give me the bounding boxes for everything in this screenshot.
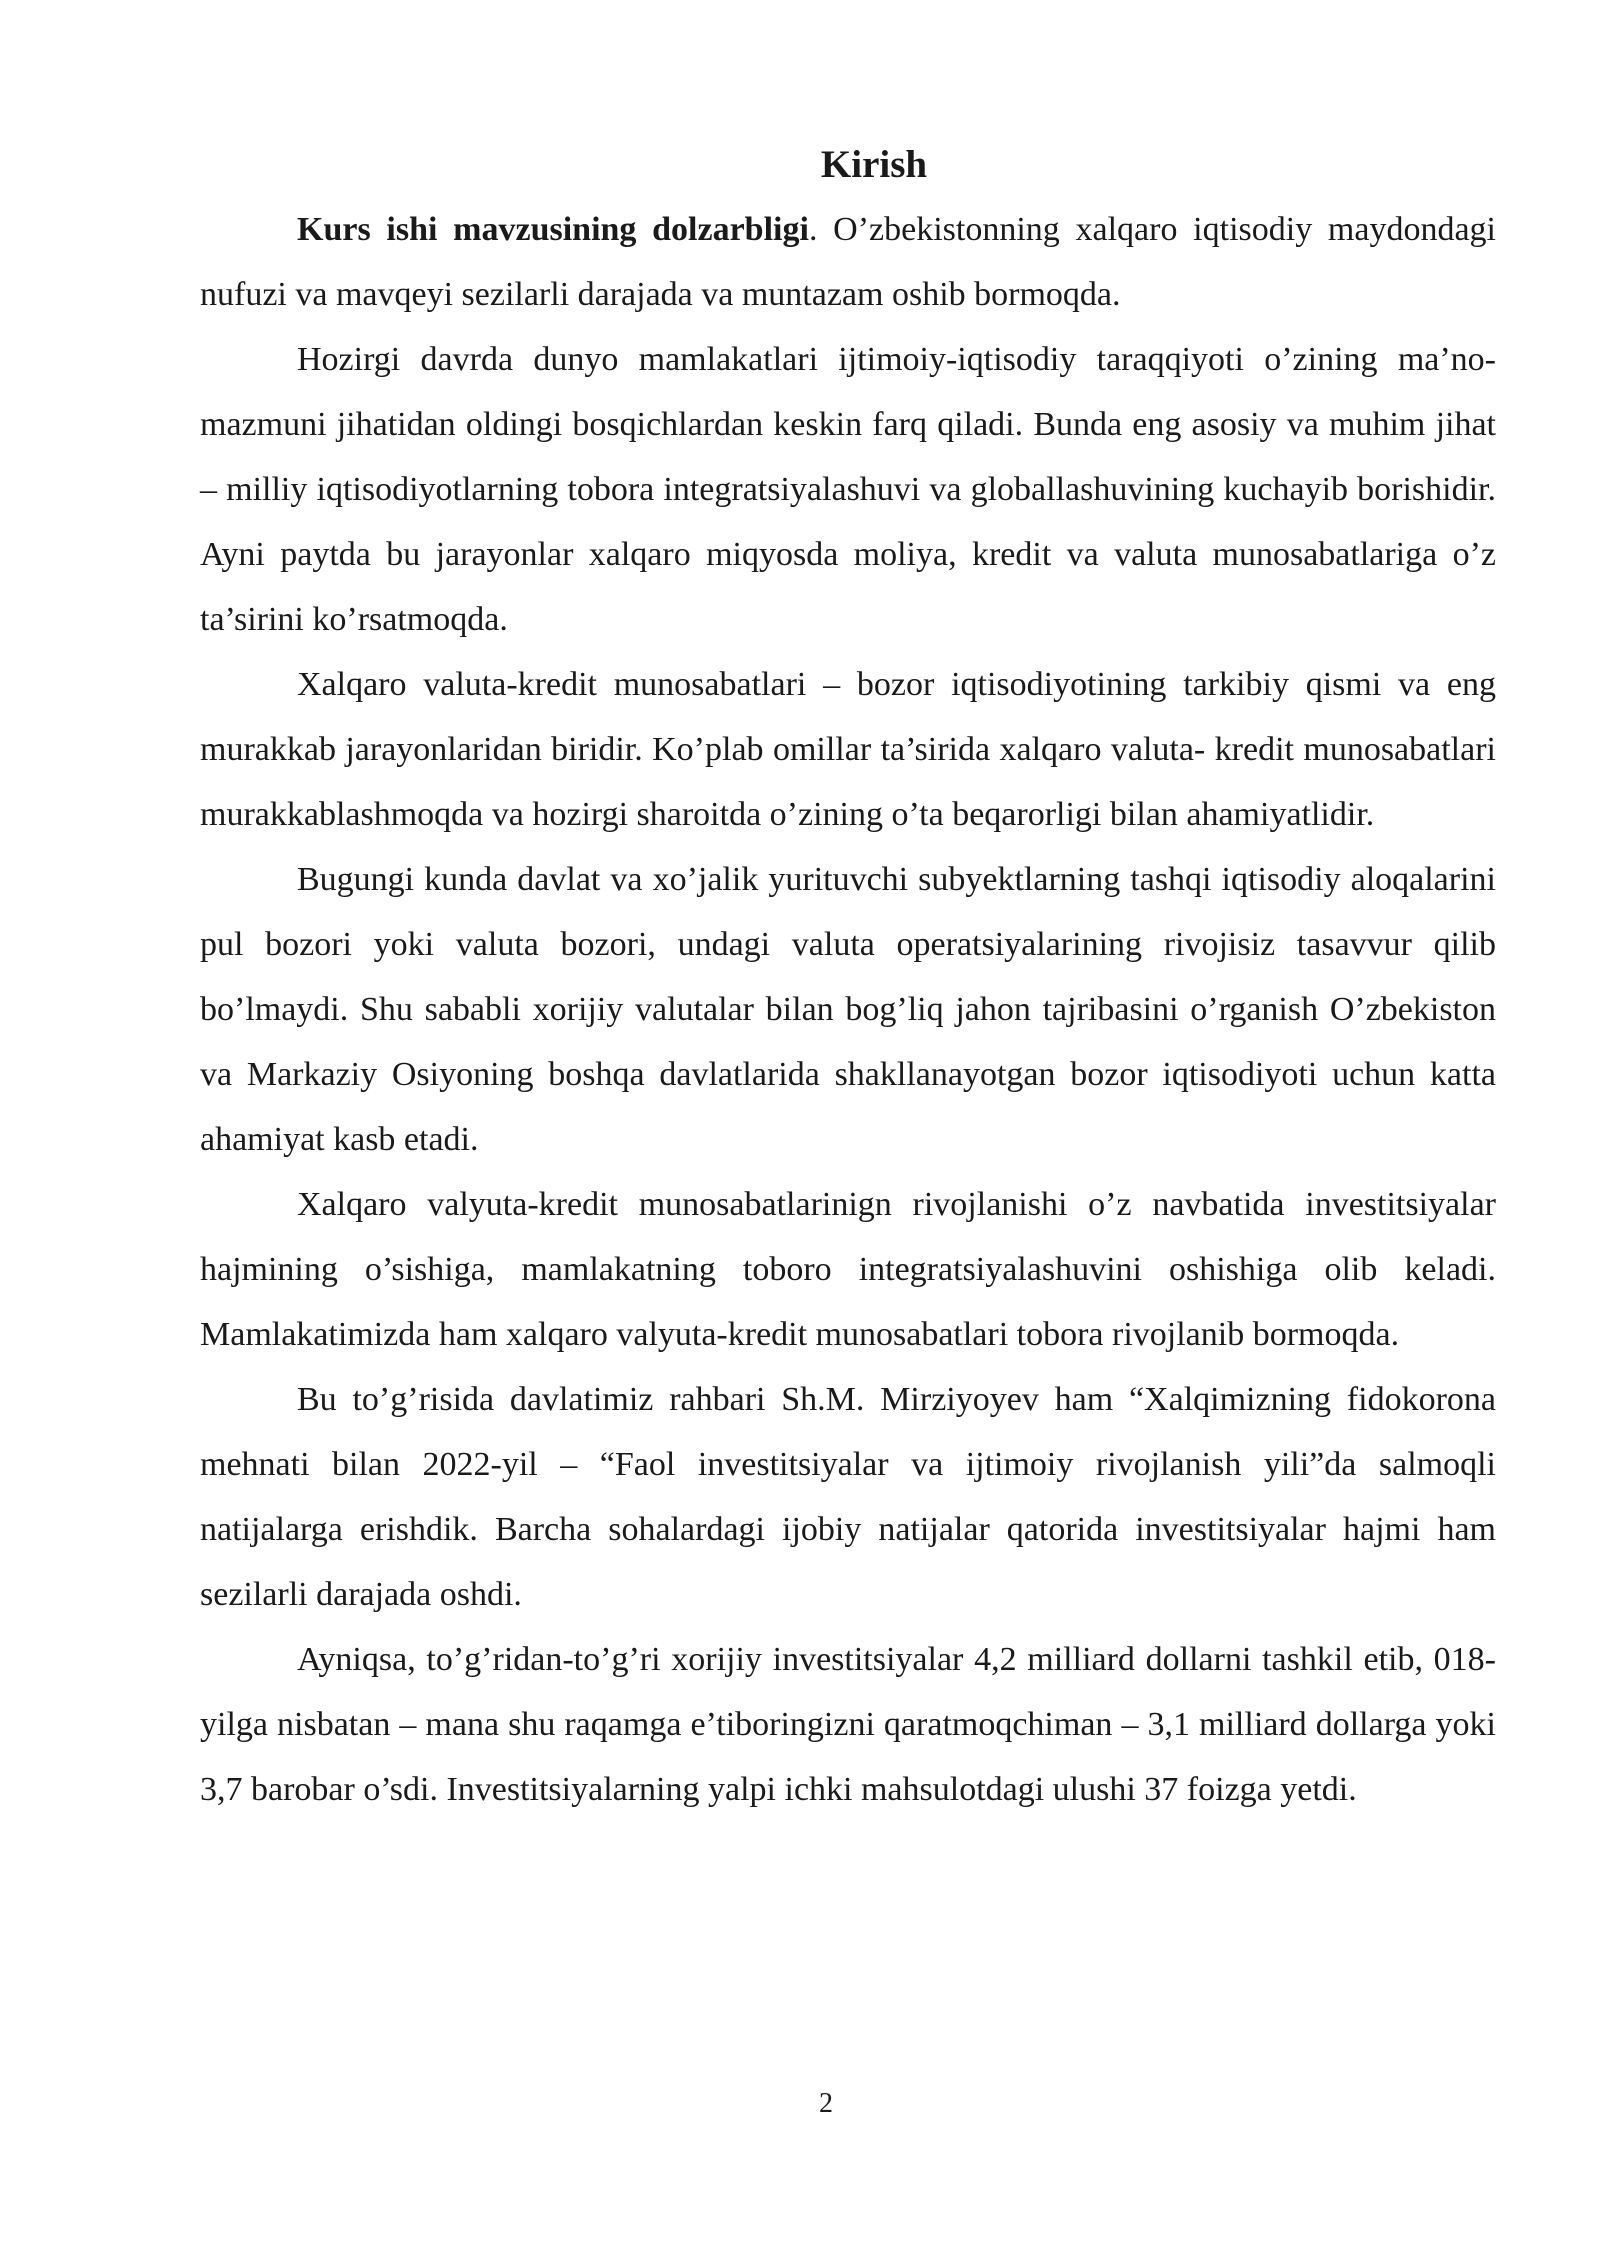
relevance-heading-punct: . bbox=[808, 211, 818, 248]
document-page bbox=[200, 135, 1496, 1822]
paragraph-investments-growth: Xalqaro valyuta-kredit munosabatlarinign rivojlanishi o’z navbatida investitsiyalar hajmining o’sishiga, mamlakatning toboro integratsiyalashuvini oshishiga olib keladi. Mamlakatimizda ham xalqaro valyuta-kredit munosabatlari tobora rivojlanib bormoqda. bbox=[200, 1186, 1496, 1353]
paragraph-development: Hozirgi davrda dunyo mamlakatlari ijtimoiy-iqtisodiy taraqqiyoti o’zining ma’no-mazmuni jihatidan oldingi bosqichlardan keskin farq qiladi. Bunda eng asosiy va muhim jihat – milliy iqtisodiyotlarning tobora integratsiyalashuvi va globallashuvining kuchayib borishidir. Ayni paytda bu jarayonlar xalqaro miqyosda moliya, kredit va valuta munosabatlariga o’z ta’sirini ko’rsatmoqda. bbox=[200, 341, 1496, 638]
paragraph-text: O’zbekistonning xalqaro iqtisodiy maydondagi nufuzi va mavqeyi sezilarli darajada va muntazam oshib bormoqda. bbox=[200, 211, 1496, 313]
paragraph-president-quote: Bu to’g’risida davlatimiz rahbari Sh.M. Mirziyoyev ham “Xalqimizning fidokorona mehnati bilan 2022-yil – “Faol investitsiyalar va ijtimoiy rivojlanish yili”da salmoqli natijalarga erishdik. Barcha sohalardagi ijobiy natijalar qatorida investitsiyalar hajmi ham sezilarli darajada oshdi. bbox=[200, 1381, 1496, 1613]
paragraph-relevance bbox=[200, 197, 1496, 327]
relevance-heading: Kurs ishi mavzusining dolzarbligi bbox=[297, 211, 809, 248]
paragraph-foreign-investments: Ayniqsa, to’g’ridan-to’g’ri xorijiy investitsiyalar 4,2 milliard dollarni tashkil etib, 018-yilga nisbatan – mana shu raqamga e’tiboringizni qaratmoqchiman – 3,1 milliard dollarga yoki 3,7 barobar o’sdi. Investitsiyalarning yalpi ichki mahsulotdagi ulushi 37 foizga yetdi. bbox=[200, 1641, 1496, 1808]
paragraph-economic-relations: Bugungi kunda davlat va xo’jalik yurituvchi subyektlarning tashqi iqtisodiy aloqalarini pul bozori yoki valuta bozori, undagi valuta operatsiyalarining rivojisiz tasavvur qilib bo’lmaydi. Shu sababli xorijiy valutalar bilan bog’liq jahon tajribasini o’rganish O’zbekiston va Markaziy Osiyoning boshqa davlatlarida shakllanayotgan bozor iqtisodiyoti uchun katta ahamiyat kasb etadi. bbox=[200, 861, 1496, 1158]
paragraph-currency-credit: Xalqaro valuta-kredit munosabatlari – bozor iqtisodiyotining tarkibiy qismi va eng murakkab jarayonlaridan biridir. Ko’plab omillar ta’sirida xalqaro valuta- kredit munosabatlari murakkablashmoqda va hozirgi sharoitda o’zining o’ta beqarorligi bilan ahamiyatlidir. bbox=[200, 666, 1496, 833]
section-title: Kirish bbox=[820, 143, 928, 186]
page-number: 2 bbox=[819, 2088, 833, 2119]
